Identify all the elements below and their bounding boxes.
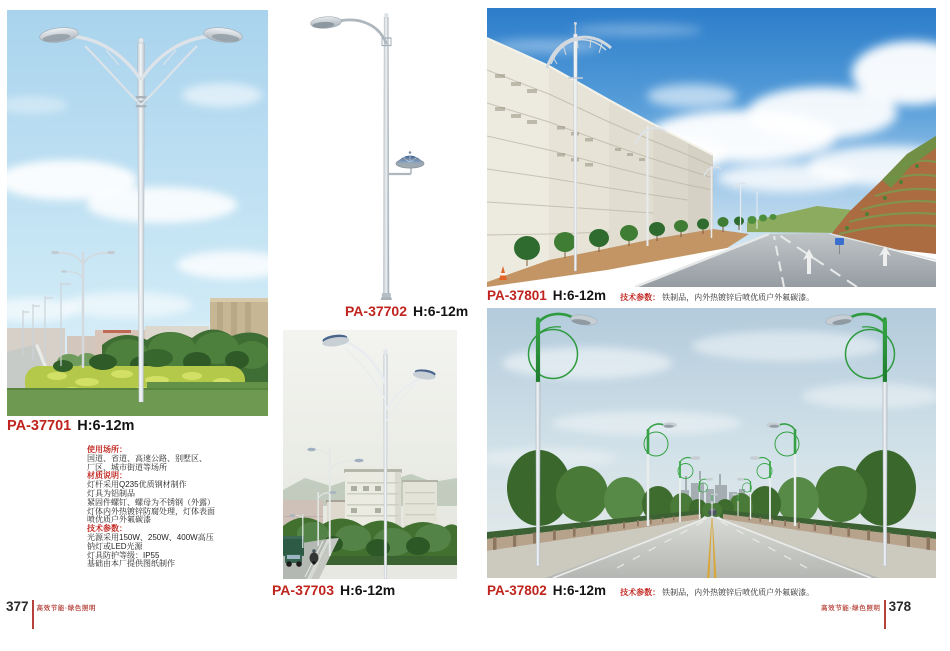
spec-line: 紧固件螺钉、螺母为不锈钢（外露） — [87, 497, 215, 507]
lamp-arm — [339, 20, 387, 44]
spec-line: 国道、省道、高速公路、别墅区、 — [87, 453, 207, 463]
pa-37802-caption — [487, 584, 814, 598]
truck — [283, 536, 304, 567]
footer-divider — [884, 600, 886, 629]
footer-slogan: 高效节能·绿色照明 — [36, 604, 97, 612]
pa-37801-caption — [487, 289, 814, 303]
product-code: PA-37703 — [272, 582, 335, 598]
product-specs — [87, 446, 215, 569]
product-code: PA-37801 — [487, 288, 547, 303]
page-number-left: 377 — [6, 599, 29, 614]
specs-usage-title: 使用场所： — [87, 445, 127, 454]
specs-tech-title: 技术参数： — [87, 524, 127, 534]
pa-37802-photo — [487, 308, 936, 578]
pa-37701-photo — [7, 10, 268, 416]
note-label: 技术参数： — [620, 588, 661, 597]
street-scene-double-arm-illustration — [283, 330, 457, 579]
spec-line: 基础由本厂提供图纸制作 — [87, 559, 175, 569]
footer-slogan: 高效节能·绿色照明 — [821, 604, 881, 612]
spec-line: 厂区、城市街道等场所 — [87, 462, 167, 472]
spec-line: 钠灯或LED光源 — [87, 541, 143, 551]
boulevard-green-lamps-illustration — [487, 308, 936, 578]
footer-right — [821, 600, 911, 629]
pole-finial — [384, 13, 388, 17]
disc-lamp — [389, 151, 424, 174]
product-code: PA-37702 — [345, 303, 408, 319]
pole — [383, 17, 389, 297]
lamp-head — [310, 16, 342, 30]
product-height: H:6-12m — [77, 418, 135, 434]
pa-37703-caption — [272, 583, 395, 597]
spec-line: 喷优质户外氟碳漆 — [87, 515, 151, 525]
product-code: PA-37802 — [487, 583, 547, 598]
pa-37701-caption — [7, 419, 134, 434]
pa-37702-caption — [345, 304, 468, 318]
spec-line: 灯具为铝制品 — [87, 488, 135, 498]
product-height: H:6-12m — [552, 288, 607, 303]
note-text: 铁制品，内外热镀锌后喷优质户外氟碳漆。 — [662, 588, 815, 597]
avenue-scene-illustration — [487, 8, 936, 287]
footer-left — [6, 600, 96, 629]
spec-line: 光源采用150W、250W、400W高压 — [87, 532, 214, 542]
pa-37801-photo — [487, 8, 936, 287]
street-lamp-double-arm-illustration — [7, 10, 268, 416]
footer-divider — [32, 600, 34, 629]
page-number-right: 378 — [888, 599, 912, 614]
note-label: 技术参数： — [620, 293, 661, 302]
street-lamp-single-arm-illustration — [299, 8, 461, 302]
pa-37702-photo — [299, 8, 461, 302]
product-height: H:6-12m — [340, 582, 396, 598]
product-code: PA-37701 — [7, 418, 72, 434]
product-height: H:6-12m — [552, 583, 607, 598]
spec-line: 灯杆采用Q235优质钢材制作 — [87, 480, 187, 490]
specs-material-title: 材质说明： — [87, 471, 127, 481]
spec-line: 灯具防护等级：IP55 — [87, 550, 160, 560]
spec-line: 灯体内外热镀锌防腐处理，灯体表面 — [87, 506, 215, 516]
pole-base-plate — [381, 298, 392, 301]
pa-37703-photo — [283, 330, 457, 579]
product-height: H:6-12m — [413, 303, 469, 319]
note-text: 铁制品，内外热镀锌后喷优质户外氟碳漆。 — [662, 293, 815, 302]
